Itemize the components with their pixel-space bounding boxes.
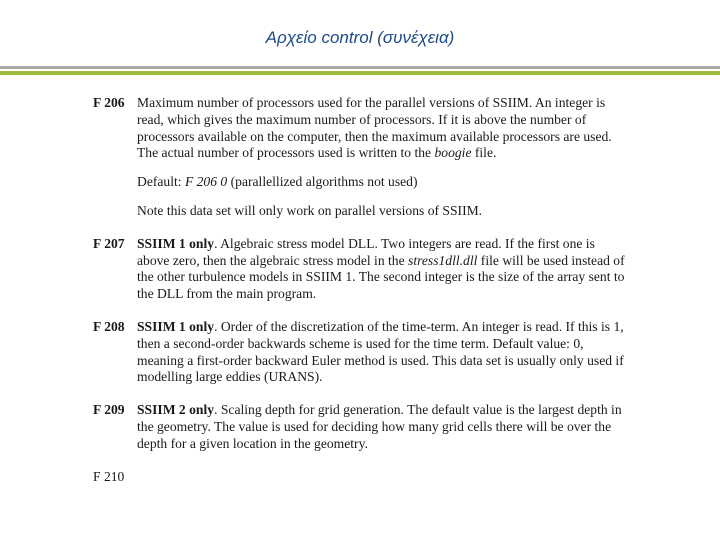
entry-text: file will be used instead of the other turbulence models in SSIIM 1. The second integer is the size of the array sent to the DLL from the main program. xyxy=(137,252,625,302)
default-note: (parallellized algorithms not used) xyxy=(227,174,418,190)
entry-text: Maximum number of processors used for the parallel versions of SSIIM. An integer is read, which gives the maximum number of processors. If it is above the number of processors available on the computer, then the maximum available processors are used. The actual number of processors used is written to the xyxy=(137,95,612,161)
entry-lead: SSIIM 1 only xyxy=(137,318,215,334)
entry-paragraph xyxy=(137,95,628,162)
entry-paragraph xyxy=(137,236,628,303)
entry-f208 xyxy=(93,319,628,386)
entry-f207 xyxy=(93,236,628,303)
note-line: Note this data set will only work on parallel versions of SSIIM. xyxy=(137,202,483,218)
entry-code: F 207 xyxy=(93,235,125,251)
entry-body xyxy=(137,402,628,452)
entry-code: F 206 xyxy=(93,95,125,110)
entry-paragraph xyxy=(137,402,628,452)
entry-lead: SSIIM 2 only xyxy=(137,402,215,418)
entry-body xyxy=(137,236,628,303)
entry-code: F 210 xyxy=(93,468,125,484)
document-body xyxy=(93,95,628,485)
file-name: stress1dll.dll xyxy=(408,252,478,268)
entry-text: . Algebraic stress model DLL. Two integers are read. If the first one is above zero, then the algebraic stress model in the xyxy=(137,235,595,268)
slide-title: Αρχείο control (συνέχεια) xyxy=(265,28,455,47)
entry-f210 xyxy=(93,469,628,486)
header-divider-green xyxy=(0,71,720,75)
entry-text: . Order of the discretization of the time-term. An integer is read. If this is 1, then a second-order backwards scheme is used for the time term. Default value: 0, meaning a first-order backward Euler method is used. This data set is usually only used if modelling large eddies (URANS). xyxy=(137,318,624,385)
entry-body xyxy=(137,319,628,386)
entry-lead: SSIIM 1 only xyxy=(137,235,215,251)
entry-f209 xyxy=(93,402,628,452)
entry-code: F 208 xyxy=(93,318,125,334)
entry-code: F 209 xyxy=(93,402,125,418)
default-value: F 206 0 xyxy=(184,174,228,190)
default-label: Default: xyxy=(137,174,185,190)
entry-f206 xyxy=(93,95,628,220)
file-name: boogie xyxy=(434,145,472,161)
entry-paragraph xyxy=(137,319,628,386)
header-divider-grey xyxy=(0,66,720,69)
entry-body xyxy=(137,95,628,220)
default-line xyxy=(137,174,628,191)
entry-text: . Scaling depth for grid generation. The default value is the largest depth in the geometry. The value is used for deciding how many grid cells there will be over the depth for a given location in the geometry. xyxy=(137,402,622,451)
entry-text: file. xyxy=(471,145,497,161)
